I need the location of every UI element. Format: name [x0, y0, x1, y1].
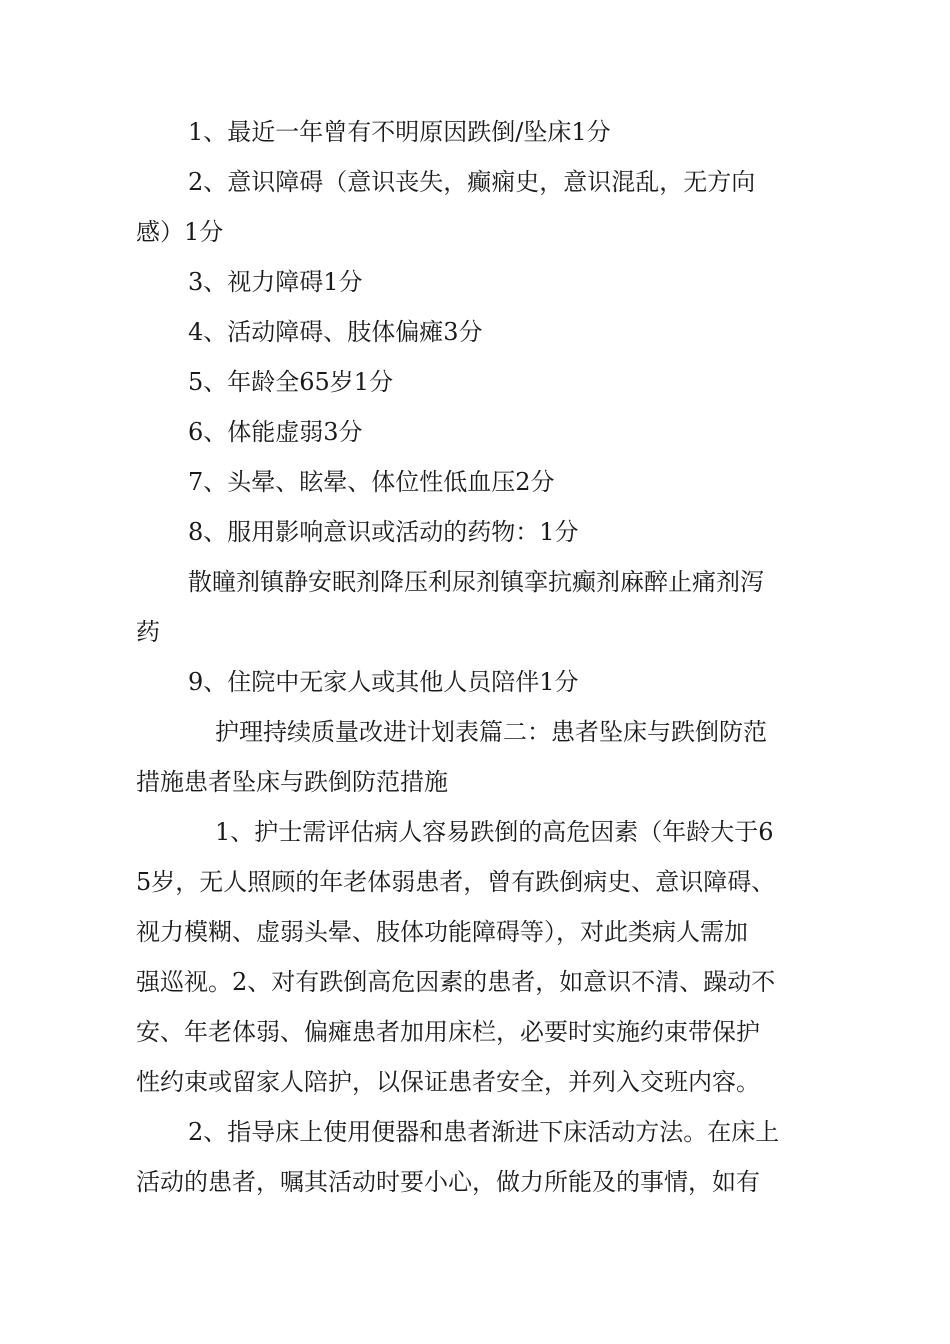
list-item-5: 5、年龄全65岁1分 [188, 368, 394, 396]
section-heading: 护理持续质量改进计划表篇二：患者坠床与跌倒防范 [215, 718, 767, 746]
measure-paragraph-line: 5岁，无人照顾的年老体弱患者，曾有跌倒病史、意识障碍、 [136, 868, 776, 896]
measure-2-line: 活动的患者，嘱其活动时要小心，做力所能及的事情，如有 [136, 1168, 760, 1196]
drug-list-line: 散瞳剂镇静安眠剂降压利尿剂镇挛抗癫剂麻醉止痛剂泻 [188, 568, 764, 596]
list-item-7: 7、头晕、眩晕、体位性低血压2分 [188, 468, 555, 496]
measure-paragraph-line: 性约束或留家人陪护，以保证患者安全，并列入交班内容。 [136, 1068, 760, 1096]
list-item-8: 8、服用影响意识或活动的药物：1分 [188, 518, 579, 546]
measure-2-line: 2、指导床上使用便器和患者渐进下床活动方法。在床上 [188, 1118, 780, 1146]
list-item-3: 3、视力障碍1分 [188, 268, 363, 296]
measure-paragraph-line: 视力模糊、虚弱头晕、肢体功能障碍等），对此类病人需加 [136, 918, 748, 946]
drug-list-continuation: 药 [136, 618, 160, 646]
measure-paragraph-line: 安、年老体弱、偏瘫患者加用床栏，必要时实施约束带保护 [136, 1018, 760, 1046]
list-item-9: 9、住院中无家人或其他人员陪伴1分 [188, 668, 579, 696]
list-item-6: 6、体能虚弱3分 [188, 418, 363, 446]
measure-paragraph-line: 强巡视。2、对有跌倒高危因素的患者，如意识不清、躁动不 [136, 968, 776, 996]
section-heading-continuation: 措施患者坠床与跌倒防范措施 [136, 768, 448, 796]
list-item-2: 2、意识障碍（意识丧失，癫痫史，意识混乱，无方向 [188, 168, 756, 196]
list-item-2-continuation: 感）1分 [136, 218, 224, 246]
list-item-1: 1、最近一年曾有不明原因跌倒/坠床1分 [188, 118, 611, 146]
list-item-4: 4、活动障碍、肢体偏瘫3分 [188, 318, 483, 346]
measure-paragraph-line: 1、护士需评估病人容易跌倒的高危因素（年龄大于6 [215, 818, 774, 846]
